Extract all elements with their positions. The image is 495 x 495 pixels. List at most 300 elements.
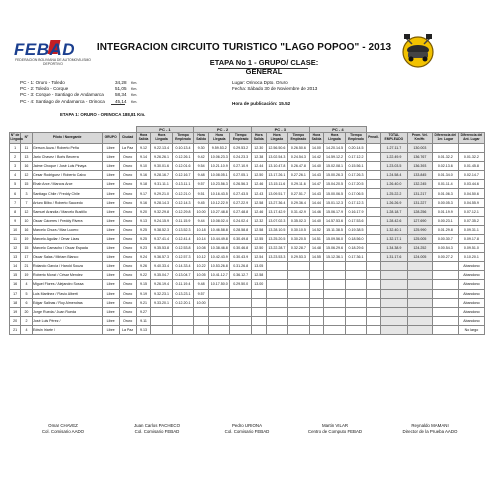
- table-cell: Abandono: [458, 307, 484, 316]
- table-cell: Oruro: [119, 262, 136, 271]
- table-cell: Libre: [102, 144, 119, 153]
- table-cell: 10.21.10.9: [208, 162, 229, 171]
- table-cell: Oruro: [119, 225, 136, 234]
- table-row: [10, 289, 485, 298]
- table-cell: Oruro: [119, 307, 136, 316]
- table-cell: 9.26.26.1: [151, 153, 172, 162]
- table-cell: 10.06.23.3: [208, 153, 229, 162]
- table-cell: [380, 262, 407, 271]
- table-cell: 0.28.58.8: [230, 225, 251, 234]
- table-cell: 12.58: [251, 271, 266, 280]
- column-header: Diferencia del Ant. Lugar: [458, 133, 484, 144]
- table-cell: 125.005: [407, 234, 432, 243]
- table-cell: [367, 307, 381, 316]
- table-cell: 15: [21, 244, 32, 253]
- table-cell: 12.32: [251, 216, 266, 225]
- table-cell: 9.42: [194, 153, 209, 162]
- table-cell: No largo: [458, 325, 484, 334]
- table-cell: 130.003: [407, 144, 432, 153]
- table-cell: Libre: [102, 162, 119, 171]
- column-header: N°: [21, 133, 32, 144]
- stage-unit: Km.: [131, 99, 138, 104]
- table-cell: 9.18: [136, 180, 151, 189]
- table-cell: 9.16: [136, 198, 151, 207]
- table-cell: 0.29.53.3: [288, 253, 309, 262]
- table-cell: 0.29.50.0: [230, 280, 251, 289]
- table-cell: 9.37.41.4: [151, 234, 172, 243]
- table-cell: [151, 307, 172, 316]
- table-cell: [380, 289, 407, 298]
- table-cell: Libre: [102, 325, 119, 334]
- table-cell: 1.28.18.7: [380, 207, 407, 216]
- table-cell: 9.20: [136, 207, 151, 216]
- table-cell: 0.27.48.8: [230, 207, 251, 216]
- document-title: INTEGRACION CIRCUITO TURISTICO "LAGO POPOO" - 2013: [96, 42, 392, 53]
- logo-subtitle: FEDERACION BOLIVIANA DE AUTOMOVILISMO DEPORTIVO: [15, 58, 91, 66]
- table-cell: [380, 298, 407, 307]
- table-cell: [367, 198, 381, 207]
- table-cell: 1.26.26.9: [380, 198, 407, 207]
- table-cell: 9.12: [136, 144, 151, 153]
- stage-km: 51,05: [115, 86, 127, 92]
- table-cell: Libre: [102, 207, 119, 216]
- table-cell: 0.12.57.3: [172, 253, 193, 262]
- table-cell: 9.17: [136, 189, 151, 198]
- table-cell: 9.51: [194, 189, 209, 198]
- table-cell: 15.06.17.9: [324, 207, 345, 216]
- table-cell: Marcelo Chura / Max Lucero: [32, 225, 102, 234]
- table-cell: Marcelo Camacho / Oscar Espada: [32, 244, 102, 253]
- table-cell: 1.32.40.1: [380, 225, 407, 234]
- table-cell: [367, 316, 381, 325]
- febad-logo: [6, 40, 92, 68]
- table-cell: 15: [10, 271, 21, 280]
- table-cell: [367, 325, 381, 334]
- table-cell: 12.38: [251, 153, 266, 162]
- signatory-role: Director de la Prueba AADO: [402, 429, 458, 434]
- stage-total: ETAPA 1: ORURO - ORINOCA 188,81 Km.: [60, 112, 146, 117]
- table-cell: Oruro: [119, 253, 136, 262]
- table-cell: [208, 325, 229, 334]
- column-header: Hora Salida: [194, 133, 209, 144]
- table-cell: 18: [10, 298, 21, 307]
- table-cell: 12.46: [251, 207, 266, 216]
- table-cell: 10.53.26.8: [208, 262, 229, 271]
- table-cell: Libre: [102, 171, 119, 180]
- table-cell: 14.51: [309, 234, 324, 243]
- table-cell: [345, 316, 366, 325]
- table-cell: [151, 325, 172, 334]
- table-cell: 1.22.49.9: [380, 153, 407, 162]
- table-cell: 9.57: [194, 180, 209, 189]
- table-cell: 13.23.53.3: [266, 253, 287, 262]
- table-cell: 0.01.34.0: [432, 171, 458, 180]
- table-cell: 14.40: [309, 216, 324, 225]
- table-cell: Libre: [102, 253, 119, 262]
- table-cell: 15.00.06.5: [324, 189, 345, 198]
- table-cell: Oscar Salas / Miriam Blanco: [32, 253, 102, 262]
- table-cell: 0.17.53.6: [345, 216, 366, 225]
- table-cell: Jario Chavez / Boris Becerra: [32, 153, 102, 162]
- table-cell: 9.21: [136, 298, 151, 307]
- table-cell: Oruro: [119, 316, 136, 325]
- column-header: Tiempo Empleado: [345, 133, 366, 144]
- column-header: Piloto / Navegante: [32, 133, 102, 144]
- column-header: TOTAL EMPLEADO: [380, 133, 407, 144]
- signature-block: [202, 423, 292, 435]
- table-cell: [309, 280, 324, 289]
- table-cell: 12.50: [251, 244, 266, 253]
- table-cell: [367, 234, 381, 243]
- table-cell: 0.04.55.9: [458, 198, 484, 207]
- table-cell: Libre: [102, 225, 119, 234]
- table-cell: 14.43: [309, 189, 324, 198]
- table-cell: [367, 253, 381, 262]
- table-cell: [407, 316, 432, 325]
- table-cell: 0.09.51.0: [458, 244, 484, 253]
- table-cell: 10.23.56.3: [208, 180, 229, 189]
- table-cell: [367, 280, 381, 289]
- table-cell: Cesar Rodriguez / Roberto Calvo: [32, 171, 102, 180]
- table-cell: [230, 298, 251, 307]
- table-cell: Oruro: [119, 189, 136, 198]
- table-cell: Arturo Bilbo / Roberto Saucedo: [32, 198, 102, 207]
- table-cell: 10.08: [194, 244, 209, 253]
- table-cell: [432, 325, 458, 334]
- table-cell: 12.56.50.6: [266, 144, 287, 153]
- table-cell: [324, 271, 345, 280]
- table-row: [10, 153, 485, 162]
- table-cell: 15.01.12.3: [324, 198, 345, 207]
- table-cell: 0.12.01.6: [172, 162, 193, 171]
- table-cell: 10.12.22.9: [208, 198, 229, 207]
- table-cell: 4: [21, 280, 32, 289]
- table-cell: 9.25: [136, 234, 151, 243]
- table-cell: 10.05: [194, 271, 209, 280]
- table-cell: 9.10: [136, 162, 151, 171]
- table-cell: 4: [21, 325, 32, 334]
- table-cell: 12: [10, 244, 21, 253]
- column-header: Hora Llegada: [208, 133, 229, 144]
- table-cell: Libre: [102, 180, 119, 189]
- table-cell: [367, 262, 381, 271]
- table-cell: [288, 307, 309, 316]
- table-row: [10, 225, 485, 234]
- table-cell: 0.24.54.3: [288, 153, 309, 162]
- table-cell: 14.43: [309, 171, 324, 180]
- signatory-name: Martin VILAR: [321, 423, 349, 428]
- signature-block: [18, 423, 108, 435]
- table-cell: [266, 271, 287, 280]
- table-cell: [380, 316, 407, 325]
- table-row: [10, 325, 485, 334]
- table-cell: 9: [10, 216, 21, 225]
- table-cell: 132.245: [407, 180, 432, 189]
- table-cell: 9.45: [194, 198, 209, 207]
- table-row: [10, 253, 485, 262]
- table-cell: [288, 271, 309, 280]
- table-row: [10, 189, 485, 198]
- table-cell: [432, 271, 458, 280]
- table-cell: 10.14: [194, 234, 209, 243]
- table-cell: 1.26.40.0: [380, 180, 407, 189]
- table-cell: 5: [21, 289, 32, 298]
- table-cell: 15.09.56.0: [324, 234, 345, 243]
- table-row: [10, 280, 485, 289]
- table-cell: 20: [10, 316, 21, 325]
- signatory-role: Col. Comisario FEBAD: [224, 429, 270, 434]
- table-cell: [324, 316, 345, 325]
- table-cell: 125.990: [407, 225, 432, 234]
- table-cell: [309, 316, 324, 325]
- table-cell: 0.09.31.1: [458, 225, 484, 234]
- table-cell: [266, 325, 287, 334]
- table-cell: 13.00: [251, 280, 266, 289]
- table-cell: [266, 262, 287, 271]
- table-cell: [367, 171, 381, 180]
- table-cell: Libre: [102, 280, 119, 289]
- table-cell: 9.30.01.6: [151, 162, 172, 171]
- table-cell: [208, 307, 229, 316]
- table-cell: 133.845: [407, 171, 432, 180]
- table-cell: 9.36.57.3: [151, 253, 172, 262]
- signature-block: [385, 423, 475, 435]
- column-header: N° de Llegada: [10, 133, 21, 144]
- table-cell: 0.12.20.1: [172, 298, 193, 307]
- subtitle-underline: [218, 68, 308, 69]
- table-row: [10, 207, 485, 216]
- table-cell: 0.24.02.4: [230, 216, 251, 225]
- table-cell: 9.38.52.3: [151, 225, 172, 234]
- table-cell: 0.16.17.9: [345, 207, 366, 216]
- table-cell: Marcelo Aguilar / Omar Lizas: [32, 234, 102, 243]
- table-cell: 10.38.46.8: [208, 244, 229, 253]
- table-cell: [230, 316, 251, 325]
- table-cell: 0.12.26.1: [172, 153, 193, 162]
- table-cell: 14.52: [309, 225, 324, 234]
- table-cell: Edwin Iriarte /: [32, 325, 102, 334]
- stage-label: PC - 2: Toledo - Corque: [20, 86, 69, 92]
- table-cell: [194, 325, 209, 334]
- table-cell: [380, 325, 407, 334]
- stage-km: 45,14: [115, 98, 127, 104]
- table-cell: [345, 298, 366, 307]
- table-cell: Libre: [102, 216, 119, 225]
- table-cell: 10.00: [194, 207, 209, 216]
- table-cell: La Paz: [119, 325, 136, 334]
- table-cell: 13.05: [251, 262, 266, 271]
- table-cell: [266, 289, 287, 298]
- table-cell: [288, 280, 309, 289]
- table-cell: [288, 298, 309, 307]
- distance-total-rule: [111, 104, 125, 105]
- table-cell: 10.41.12.7: [208, 271, 229, 280]
- table-cell: 9.35.53.8: [151, 244, 172, 253]
- table-cell: 9.29.21.0: [151, 189, 172, 198]
- table-cell: 9.33.20.1: [151, 298, 172, 307]
- table-cell: 9.54: [194, 162, 209, 171]
- table-cell: 1.25.22.2: [380, 189, 407, 198]
- table-cell: 13: [10, 253, 21, 262]
- table-cell: 0.35.02.3: [288, 216, 309, 225]
- table-cell: Libre: [102, 298, 119, 307]
- table-cell: Abandono: [458, 280, 484, 289]
- table-cell: Oruro: [119, 289, 136, 298]
- table-cell: 17: [10, 289, 21, 298]
- table-cell: 12.46: [251, 180, 266, 189]
- table-row: [10, 234, 485, 243]
- table-cell: Libre: [102, 262, 119, 271]
- table-cell: [432, 298, 458, 307]
- table-cell: [251, 316, 266, 325]
- stage-km: 58,34: [115, 92, 127, 98]
- table-cell: 124.005: [407, 253, 432, 262]
- table-cell: Libre: [102, 153, 119, 162]
- table-cell: [407, 280, 432, 289]
- signatory-role: Col. Comisario AADO: [41, 429, 85, 434]
- table-cell: Libre: [102, 189, 119, 198]
- table-cell: 10.18: [194, 225, 209, 234]
- table-cell: Oruro: [119, 171, 136, 180]
- signatory-name: Omar CHAVEZ: [48, 423, 78, 428]
- stage-unit: Km.: [131, 87, 138, 92]
- table-cell: 9.19: [136, 289, 151, 298]
- table-cell: 0.26.50.6: [288, 144, 309, 153]
- table-cell: [288, 316, 309, 325]
- table-cell: 0.18.56.0: [345, 234, 366, 243]
- pc-label: PC - 3: [251, 127, 309, 133]
- table-cell: [208, 289, 229, 298]
- table-cell: 0.01.06.3: [432, 189, 458, 198]
- column-header: Hora Salida: [309, 133, 324, 144]
- table-cell: Santiago Chile / Freddy Chile: [32, 189, 102, 198]
- column-header: GRUPO: [102, 133, 119, 144]
- column-header: Diferencia del 1er. Lugar: [432, 133, 458, 144]
- table-cell: 9.22.13.4: [151, 144, 172, 153]
- table-cell: [309, 271, 324, 280]
- table-cell: 9.16: [136, 171, 151, 180]
- table-cell: 0.03.44.6: [458, 180, 484, 189]
- table-cell: [230, 307, 251, 316]
- table-cell: [266, 298, 287, 307]
- table-row: [10, 316, 485, 325]
- table-cell: [266, 280, 287, 289]
- table-cell: [432, 144, 458, 153]
- column-header: Hora Llegada: [324, 133, 345, 144]
- table-cell: 0.30.20.5: [288, 234, 309, 243]
- table-cell: 0.30.43.9: [230, 253, 251, 262]
- document-subtitle: ETAPA No 1 - GRUPO/ CLASE: GENERAL: [209, 58, 319, 76]
- table-cell: [309, 325, 324, 334]
- signatory-name: Pedro URIONA: [231, 423, 262, 428]
- table-cell: 0.07.12.1: [458, 207, 484, 216]
- table-cell: 0.11.15.9: [172, 216, 193, 225]
- table-cell: 0.31.42.9: [288, 207, 309, 216]
- table-cell: 0.12.16.7: [172, 171, 193, 180]
- table-cell: 0.24.23.3: [230, 153, 251, 162]
- table-cell: 0.02.13.6: [432, 162, 458, 171]
- table-cell: 12.44: [251, 162, 266, 171]
- stage-unit: Km.: [131, 93, 138, 98]
- table-cell: 2: [21, 316, 32, 325]
- table-cell: 14.57.53.6: [324, 216, 345, 225]
- table-cell: 15.00.26.3: [324, 171, 345, 180]
- pc-label: PC - 1: [136, 127, 194, 133]
- table-cell: 7: [10, 198, 21, 207]
- table-cell: 14.20.14.5: [324, 144, 345, 153]
- table-cell: 0.29.36.4: [288, 198, 309, 207]
- table-cell: 1: [10, 144, 21, 153]
- table-cell: 0.27.43.5: [230, 189, 251, 198]
- table-cell: 15.11.38.5: [324, 225, 345, 234]
- table-cell: 12.54: [251, 253, 266, 262]
- table-cell: 9.23: [136, 244, 151, 253]
- table-cell: Oruro: [119, 298, 136, 307]
- table-cell: [251, 289, 266, 298]
- table-cell: 13.17.26.1: [266, 171, 287, 180]
- table-cell: 0.12.29.8: [172, 207, 193, 216]
- table-cell: Abandono: [458, 262, 484, 271]
- table-cell: [432, 280, 458, 289]
- table-cell: 10.00: [194, 298, 209, 307]
- table-cell: 0.13.23.1: [172, 289, 193, 298]
- table-row: [10, 144, 485, 153]
- table-row: [10, 307, 485, 316]
- table-cell: 0.12.41.4: [172, 234, 193, 243]
- table-cell: 0.13.11.1: [172, 180, 193, 189]
- table-cell: 0.27.51.7: [288, 189, 309, 198]
- table-cell: [172, 307, 193, 316]
- table-cell: 9.35.04.7: [151, 271, 172, 280]
- table-cell: [367, 162, 381, 171]
- table-cell: 136.767: [407, 153, 432, 162]
- table-cell: [407, 307, 432, 316]
- table-cell: [266, 316, 287, 325]
- table-cell: 11: [10, 234, 21, 243]
- table-row: [10, 244, 485, 253]
- table-cell: 13.07.02.3: [266, 216, 287, 225]
- column-header: Prom. Vel. Km/Hr.: [407, 133, 432, 144]
- table-cell: 0.30.49.8: [230, 234, 251, 243]
- table-cell: Abandono: [458, 298, 484, 307]
- table-cell: 10.17.50.0: [208, 280, 229, 289]
- table-cell: 14.42: [309, 153, 324, 162]
- table-cell: Oruro: [119, 234, 136, 243]
- table-cell: Oruro: [119, 153, 136, 162]
- table-cell: 0.07.35.2: [458, 216, 484, 225]
- table-cell: [432, 316, 458, 325]
- table-cell: 0.30.10.5: [288, 225, 309, 234]
- table-cell: 0.01.32.2: [432, 153, 458, 162]
- table-cell: 13.28.10.5: [266, 225, 287, 234]
- table-cell: Libre: [102, 307, 119, 316]
- table-cell: 9.48: [194, 280, 209, 289]
- table-cell: 10.42.43.9: [208, 253, 229, 262]
- column-header: Hora Salida: [136, 133, 151, 144]
- table-cell: Ehab Arce / Marcos Arce: [32, 180, 102, 189]
- column-header: Hora Llegada: [151, 133, 172, 144]
- table-cell: 13.15.11.6: [266, 180, 287, 189]
- event-info: [232, 80, 317, 92]
- table-cell: 9.14: [136, 153, 151, 162]
- table-cell: [288, 325, 309, 334]
- table-cell: 1.23.03.5: [380, 162, 407, 171]
- table-cell: [345, 307, 366, 316]
- table-cell: 0.12.21.0: [172, 189, 193, 198]
- table-row: [10, 298, 485, 307]
- table-cell: Abandono: [458, 271, 484, 280]
- table-cell: 0.10.20.1: [458, 253, 484, 262]
